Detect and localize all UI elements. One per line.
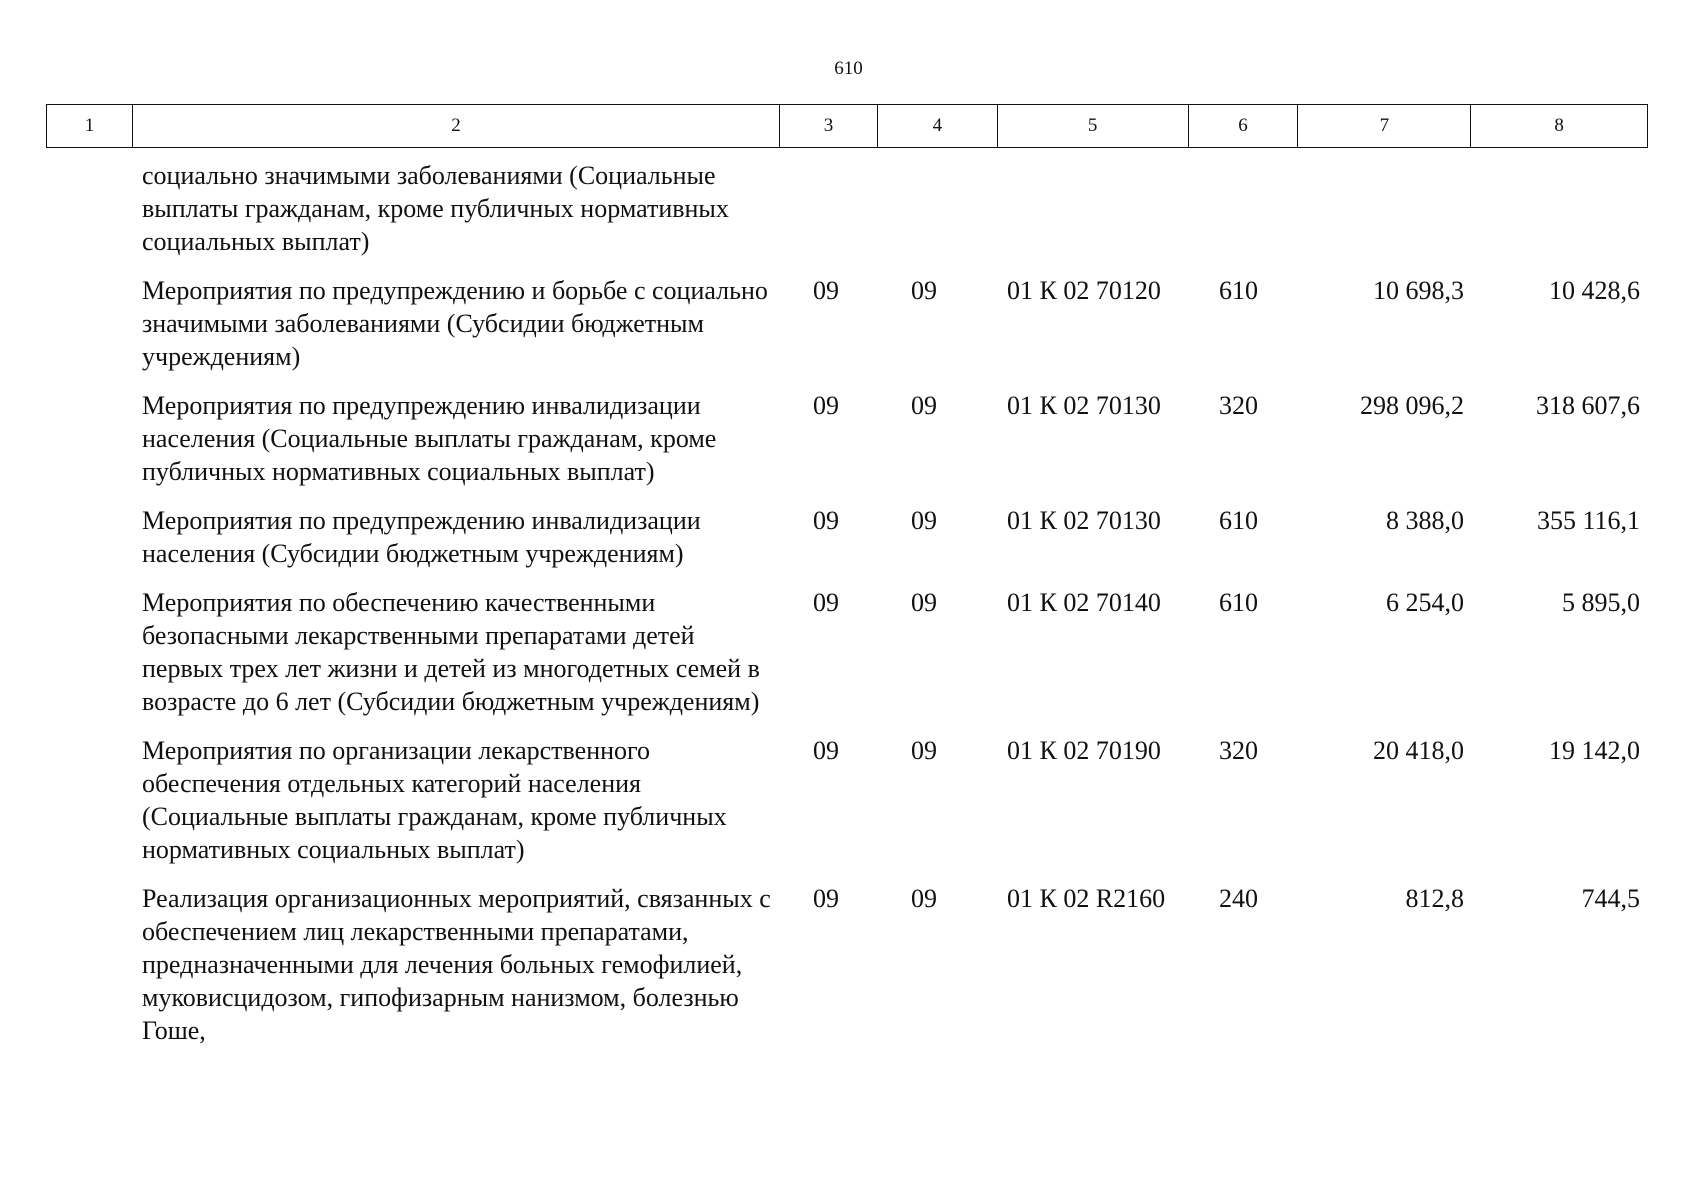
cell-description: социально значимыми заболеваниями (Социальные выплаты гражданам, кроме публичных нормативных социальных выплат) <box>142 161 729 256</box>
table-body <box>46 159 1648 1063</box>
cell-col-4: 09 <box>911 736 937 765</box>
cell-col-7: 8 388,0 <box>1386 506 1464 535</box>
table-row <box>46 734 1648 866</box>
table-header <box>46 104 1648 148</box>
cell-col-7: 298 096,2 <box>1360 391 1464 420</box>
header-col-1: 1 <box>47 105 133 147</box>
cell-col-3: 09 <box>813 506 839 535</box>
table-row <box>46 389 1648 488</box>
cell-col-4 <box>878 159 998 258</box>
cell-col-7 <box>1299 159 1472 258</box>
cell-col-6: 610 <box>1219 506 1258 535</box>
cell-col-3: 09 <box>813 736 839 765</box>
table-row <box>46 586 1648 718</box>
cell-col-6: 320 <box>1219 391 1258 420</box>
table-row <box>46 504 1648 570</box>
header-col-4: 4 <box>878 105 998 147</box>
cell-col-5: 01 К 02 70130 <box>1007 506 1161 535</box>
cell-col-7: 812,8 <box>1405 884 1464 913</box>
cell-col-5 <box>998 159 1189 258</box>
header-col-5: 5 <box>998 105 1189 147</box>
cell-col-8: 10 428,6 <box>1549 276 1640 305</box>
cell-col-8: 744,5 <box>1581 884 1640 913</box>
cell-description: Мероприятия по организации лекарственного обеспечения отдельных категорий населения (Социальные выплаты гражданам, кроме публичных нормативных социальных выплат) <box>142 736 727 864</box>
header-col-3: 3 <box>780 105 878 147</box>
header-col-6: 6 <box>1189 105 1299 147</box>
cell-col-6: 610 <box>1219 588 1258 617</box>
header-col-2: 2 <box>133 105 780 147</box>
cell-col-5: 01 К 02 70120 <box>1007 276 1161 305</box>
table-row <box>46 882 1648 1047</box>
cell-col-3: 09 <box>813 884 839 913</box>
cell-col-3: 09 <box>813 276 839 305</box>
cell-col-8: 19 142,0 <box>1549 736 1640 765</box>
cell-col-8: 318 607,6 <box>1536 391 1640 420</box>
cell-col-5: 01 К 02 70130 <box>1007 391 1161 420</box>
cell-col-4: 09 <box>911 588 937 617</box>
cell-col-8: 5 895,0 <box>1562 588 1640 617</box>
cell-col-7: 20 418,0 <box>1373 736 1464 765</box>
table-row <box>46 274 1648 373</box>
cell-description: Мероприятия по предупреждению инвалидизации населения (Социальные выплаты гражданам, кроме публичных нормативных социальных выплат) <box>142 391 717 486</box>
page-number: 610 <box>834 58 863 79</box>
cell-col-8: 355 116,1 <box>1536 506 1640 535</box>
cell-col-3: 09 <box>813 391 839 420</box>
cell-description: Мероприятия по предупреждению и борьбе с социально значимыми заболеваниями (Субсидии бюджетным учреждениям) <box>142 276 768 371</box>
cell-col-5: 01 К 02 70140 <box>1007 588 1161 617</box>
header-col-7: 7 <box>1298 105 1471 147</box>
cell-col-8 <box>1472 159 1648 258</box>
cell-col-4: 09 <box>911 276 937 305</box>
header-col-8: 8 <box>1554 115 1564 136</box>
cell-col-5: 01 К 02 70190 <box>1007 736 1161 765</box>
cell-col-4: 09 <box>911 506 937 535</box>
cell-col-7: 10 698,3 <box>1373 276 1464 305</box>
cell-col-6: 320 <box>1219 736 1258 765</box>
cell-col-4: 09 <box>911 884 937 913</box>
table-row <box>46 159 1648 258</box>
cell-col-7: 6 254,0 <box>1386 588 1464 617</box>
cell-description: Мероприятия по обеспечению качественными безопасными лекарственными препаратами детей первых трех лет жизни и детей из многодетных семей в возрасте до 6 лет (Субсидии бюджетным учреждениям) <box>142 588 760 716</box>
cell-col-6 <box>1189 159 1299 258</box>
cell-description: Мероприятия по предупреждению инвалидизации населения (Субсидии бюджетным учреждениям) <box>142 506 701 568</box>
cell-col-6: 610 <box>1219 276 1258 305</box>
cell-col-3: 09 <box>813 588 839 617</box>
cell-col-5: 01 К 02 R2160 <box>1007 884 1166 913</box>
cell-description: Реализация организационных мероприятий, связанных с обеспечением лиц лекарственными препаратами, предназначенными для лечения больных гемофилией, муковисцидозом, гипофизарным нанизмом, болезнью Гоше, <box>142 884 771 1045</box>
cell-col-6: 240 <box>1219 884 1258 913</box>
cell-col-4: 09 <box>911 391 937 420</box>
cell-col-3 <box>780 159 878 258</box>
